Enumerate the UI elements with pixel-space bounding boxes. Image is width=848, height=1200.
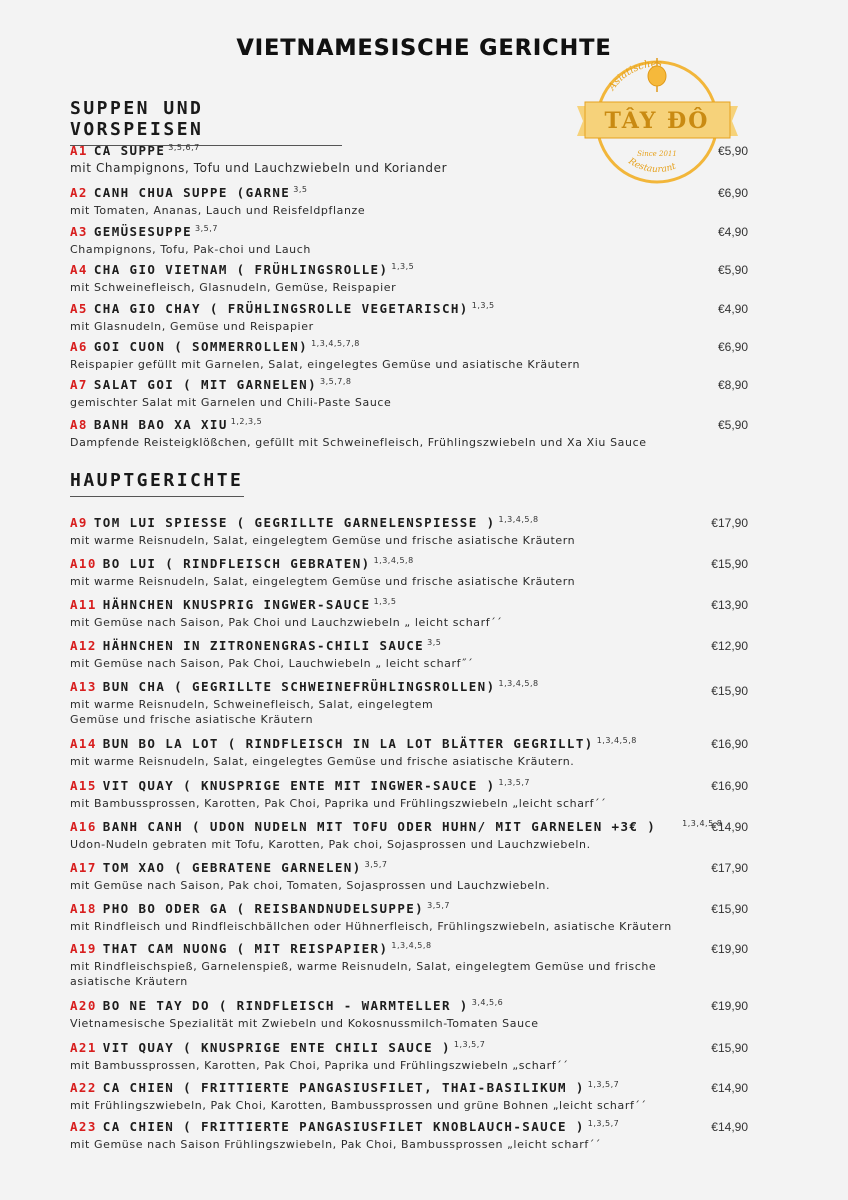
item-description: mit warme Reisnudeln, Schweinefleisch, Salat, eingelegtem Gemüse und frische asiatische Kräutern bbox=[70, 698, 434, 726]
item-name: BUN CHA ( GEGRILLTE SCHWEINEFRÜHLINGSROLLEN) bbox=[102, 679, 496, 694]
item-name: CA SUPPE bbox=[93, 143, 166, 158]
item-description: mit Gemüse nach Saison, Pak choi, Tomaten, Sojasprossen und Lauchzwiebeln. bbox=[70, 879, 551, 892]
item-name: THAT CAM NUONG ( MIT REISPAPIER) bbox=[102, 941, 389, 956]
menu-item-a23 bbox=[70, 1116, 760, 1152]
menu-item-a2 bbox=[70, 182, 760, 218]
item-code: A13 bbox=[70, 679, 97, 694]
page-title: VIETNAMESISCHE GERICHTE bbox=[236, 36, 612, 61]
item-allergens: 1,3,4,5,8 bbox=[596, 736, 637, 745]
item-price: €5,90 bbox=[717, 263, 748, 277]
menu-item-a18 bbox=[70, 898, 760, 934]
item-price: €14,90 bbox=[711, 820, 748, 834]
item-code: A17 bbox=[70, 860, 97, 875]
item-allergens: 1,3,4,5,8 bbox=[373, 556, 414, 565]
item-allergens: 1,3,4,5,8 bbox=[498, 515, 539, 524]
item-price: €12,90 bbox=[711, 639, 748, 653]
item-allergens: 1,2,3,5 bbox=[230, 417, 263, 426]
section-title-hauptgerichte: HAUPTGERICHTE bbox=[70, 470, 244, 497]
menu-item-a14 bbox=[70, 733, 760, 769]
item-name: TOM LUI SPIESSE ( GEGRILLTE GARNELENSPIESSE ) bbox=[93, 515, 496, 530]
item-name: CHA GIO VIETNAM ( FRÜHLINGSROLLE) bbox=[93, 262, 389, 277]
item-code: A23 bbox=[70, 1119, 97, 1134]
item-description: mit warme Reisnudeln, Salat, eingelegtes Gemüse und frische asiatische Kräutern. bbox=[70, 755, 575, 768]
menu-item-a1 bbox=[70, 140, 760, 176]
item-name: BANH BAO XA XIU bbox=[93, 417, 228, 432]
item-name: TOM XAO ( GEBRATENE GARNELEN) bbox=[102, 860, 362, 875]
item-name: CHA GIO CHAY ( FRÜHLINGSROLLE VEGETARISCH) bbox=[93, 301, 469, 316]
item-code: A9 bbox=[70, 515, 88, 530]
item-name: CA CHIEN ( FRITTIERTE PANGASIUSFILET KNOBLAUCH-SAUCE ) bbox=[102, 1119, 585, 1134]
item-allergens: 1,3,4,5,7,8 bbox=[311, 339, 360, 348]
item-code: A16 bbox=[70, 819, 97, 834]
item-name: BUN BO LA LOT ( RINDFLEISCH IN LA LOT BLÄTTER GEGRILLT) bbox=[102, 736, 594, 751]
item-code: A15 bbox=[70, 778, 97, 793]
item-price: €19,90 bbox=[711, 942, 748, 956]
logo-since: Since 2011 bbox=[637, 150, 677, 158]
item-description: mit Frühlingszwiebeln, Pak Choi, Karotten, Bambussprossen und grüne Bohnen „leicht scharf´´ bbox=[70, 1099, 647, 1112]
item-code: A11 bbox=[70, 597, 97, 612]
item-allergens: 3,5,7,8 bbox=[320, 377, 352, 386]
item-name: PHO BO ODER GA ( REISBANDNUDELSUPPE) bbox=[102, 901, 425, 916]
item-description: mit warme Reisnudeln, Salat, eingelegtem Gemüse und frische asiatische Kräutern bbox=[70, 534, 576, 547]
item-price: €15,90 bbox=[711, 684, 748, 698]
item-description: mit Schweinefleisch, Glasnudeln, Gemüse, Reispapier bbox=[70, 281, 397, 294]
item-description: Vietnamesische Spezialität mit Zwiebeln und Kokosnussmilch-Tomaten Sauce bbox=[70, 1017, 539, 1030]
item-name: CA CHIEN ( FRITTIERTE PANGASIUSFILET, THAI-BASILIKUM ) bbox=[102, 1080, 585, 1095]
menu-item-a5 bbox=[70, 298, 760, 334]
item-name: SALAT GOI ( MIT GARNELEN) bbox=[93, 377, 318, 392]
item-allergens: 3,5 bbox=[293, 185, 308, 194]
menu-item-a16 bbox=[70, 816, 760, 852]
item-allergens: 1,3,5,7 bbox=[453, 1040, 486, 1049]
menu-item-a17 bbox=[70, 857, 760, 893]
item-description: mit warme Reisnudeln, Salat, eingelegtem Gemüse und frische asiatische Kräutern bbox=[70, 575, 576, 588]
menu-item-a19 bbox=[70, 938, 760, 989]
item-price: €14,90 bbox=[711, 1081, 748, 1095]
menu-item-a11 bbox=[70, 594, 760, 630]
menu-item-a3 bbox=[70, 221, 760, 257]
item-code: A19 bbox=[70, 941, 97, 956]
item-name: VIT QUAY ( KNUSPRIGE ENTE CHILI SAUCE ) bbox=[102, 1040, 451, 1055]
item-code: A20 bbox=[70, 998, 97, 1013]
item-price: €17,90 bbox=[711, 516, 748, 530]
item-allergens: 1,3,5,7 bbox=[587, 1119, 620, 1128]
item-code: A8 bbox=[70, 417, 88, 432]
logo-top-text: Asiatisches bbox=[606, 58, 663, 93]
item-name: BANH CANH ( UDON NUDELN MIT TOFU ODER HUHN/ MIT GARNELEN +3€ ) bbox=[102, 819, 657, 834]
item-price: €19,90 bbox=[711, 999, 748, 1013]
item-name: GEMÜSESUPPE bbox=[93, 224, 193, 239]
item-description: Reispapier gefüllt mit Garnelen, Salat, eingelegtes Gemüse und asiatische Kräutern bbox=[70, 358, 581, 371]
menu-item-a10 bbox=[70, 553, 760, 589]
menu-item-a6 bbox=[70, 336, 760, 372]
item-code: A4 bbox=[70, 262, 88, 277]
item-description: mit Tomaten, Ananas, Lauch und Reisfeldpflanze bbox=[70, 204, 366, 217]
item-price: €5,90 bbox=[717, 144, 748, 158]
menu-item-a12 bbox=[70, 635, 760, 671]
item-name: HÄHNCHEN IN ZITRONENGRAS-CHILI SAUCE bbox=[102, 638, 425, 653]
item-description: Champignons, Tofu, Pak-choi und Lauch bbox=[70, 243, 311, 256]
item-code: A14 bbox=[70, 736, 97, 751]
item-description: gemischter Salat mit Garnelen und Chili-Paste Sauce bbox=[70, 396, 392, 409]
item-description: mit Bambussprossen, Karotten, Pak Choi, Paprika und Frühlingszwiebeln „scharf´´ bbox=[70, 1059, 569, 1072]
item-price: €16,90 bbox=[711, 737, 748, 751]
item-allergens: 1,3,5 bbox=[471, 301, 495, 310]
item-code: A7 bbox=[70, 377, 88, 392]
item-price: €4,90 bbox=[717, 302, 748, 316]
item-allergens: 3,5,7 bbox=[195, 224, 218, 233]
item-allergens: 1,3,4,5,8 bbox=[682, 819, 723, 828]
item-name: BO LUI ( RINDFLEISCH GEBRATEN) bbox=[102, 556, 371, 571]
item-allergens: 1,3,5 bbox=[373, 597, 397, 606]
item-price: €5,90 bbox=[717, 418, 748, 432]
item-price: €8,90 bbox=[717, 378, 748, 392]
item-price: €15,90 bbox=[711, 1041, 748, 1055]
item-code: A3 bbox=[70, 224, 88, 239]
item-allergens: 3,5 bbox=[427, 638, 442, 647]
item-allergens: 1,3,5,7 bbox=[587, 1080, 620, 1089]
item-description: mit Rindfleisch und Rindfleischbällchen oder Hühnerfleisch, Frühlingszwiebeln, asiatische Kräutern bbox=[70, 920, 672, 933]
item-price: €14,90 bbox=[711, 1120, 748, 1134]
item-code: A2 bbox=[70, 185, 88, 200]
logo-name: TÂY ĐÔ bbox=[604, 108, 710, 134]
item-description: mit Gemüse nach Saison, Pak Choi, Lauchwiebeln „ leicht scharf˝´ bbox=[70, 657, 474, 670]
item-name: VIT QUAY ( KNUSPRIGE ENTE MIT INGWER-SAUCE ) bbox=[102, 778, 496, 793]
menu-item-a20 bbox=[70, 995, 760, 1031]
item-description: mit Gemüse nach Saison Frühlingszwiebeln, Pak Choi, Bambussprossen „leicht scharf´´ bbox=[70, 1138, 602, 1151]
item-allergens: 3,4,5,6 bbox=[471, 998, 504, 1007]
item-price: €17,90 bbox=[711, 861, 748, 875]
item-allergens: 1,3,5,7 bbox=[498, 778, 531, 787]
item-code: A22 bbox=[70, 1080, 97, 1095]
item-description: mit Bambussprossen, Karotten, Pak Choi, Paprika und Frühlingszwiebeln „leicht scharf´´ bbox=[70, 797, 607, 810]
item-name: GOI CUON ( SOMMERROLLEN) bbox=[93, 339, 309, 354]
section-title-suppen: SUPPEN UND VORSPEISEN bbox=[70, 98, 342, 146]
item-code: A10 bbox=[70, 556, 97, 571]
menu-item-a9 bbox=[70, 512, 760, 548]
item-name: HÄHNCHEN KNUSPRIG INGWER-SAUCE bbox=[102, 597, 371, 612]
item-code: A6 bbox=[70, 339, 88, 354]
item-description: mit Rindfleischspieß, Garnelenspieß, warme Reisnudeln, Salat, eingelegtem Gemüse und frische asiatische Kräutern bbox=[70, 960, 657, 988]
item-price: €6,90 bbox=[717, 186, 748, 200]
item-allergens: 3,5,7 bbox=[427, 901, 450, 910]
item-price: €15,90 bbox=[711, 902, 748, 916]
item-description: Dampfende Reisteigklößchen, gefüllt mit Schweinefleisch, Frühlingszwiebeln und Xa Xiu Sauce bbox=[70, 436, 647, 449]
item-code: A1 bbox=[70, 143, 88, 158]
item-price: €4,90 bbox=[717, 225, 748, 239]
item-price: €13,90 bbox=[711, 598, 748, 612]
menu-item-a13 bbox=[70, 676, 760, 727]
item-price: €15,90 bbox=[711, 557, 748, 571]
item-description: mit Gemüse nach Saison, Pak Choi und Lauchzwiebeln „ leicht scharf´´ bbox=[70, 616, 503, 629]
item-description: mit Glasnudeln, Gemüse und Reispapier bbox=[70, 320, 314, 333]
item-allergens: 1,3,5 bbox=[391, 262, 415, 271]
item-code: A5 bbox=[70, 301, 88, 316]
item-description: mit Champignons, Tofu und Lauchzwiebeln und Koriander bbox=[70, 161, 448, 175]
item-allergens: 1,3,4,5,8 bbox=[391, 941, 432, 950]
item-code: A18 bbox=[70, 901, 97, 916]
item-price: €6,90 bbox=[717, 340, 748, 354]
menu-item-a8 bbox=[70, 414, 760, 450]
item-code: A12 bbox=[70, 638, 97, 653]
item-code: A21 bbox=[70, 1040, 97, 1055]
menu-item-a4 bbox=[70, 259, 760, 295]
menu-item-a21 bbox=[70, 1037, 760, 1073]
item-price: €16,90 bbox=[711, 779, 748, 793]
item-name: BO NE TAY DO ( RINDFLEISCH - WARMTELLER ) bbox=[102, 998, 469, 1013]
menu-item-a15 bbox=[70, 775, 760, 811]
menu-item-a7 bbox=[70, 374, 760, 410]
item-description: Udon-Nudeln gebraten mit Tofu, Karotten, Pak choi, Sojasprossen und Lauchzwiebeln. bbox=[70, 838, 591, 851]
item-allergens: 3,5,6,7 bbox=[168, 143, 200, 152]
logo-bottom-text: Restaurant bbox=[626, 156, 678, 176]
item-allergens: 1,3,4,5,8 bbox=[498, 679, 539, 688]
item-name: CANH CHUA SUPPE (GARNE bbox=[93, 185, 291, 200]
menu-item-a22 bbox=[70, 1077, 760, 1113]
item-allergens: 3,5,7 bbox=[364, 860, 388, 869]
